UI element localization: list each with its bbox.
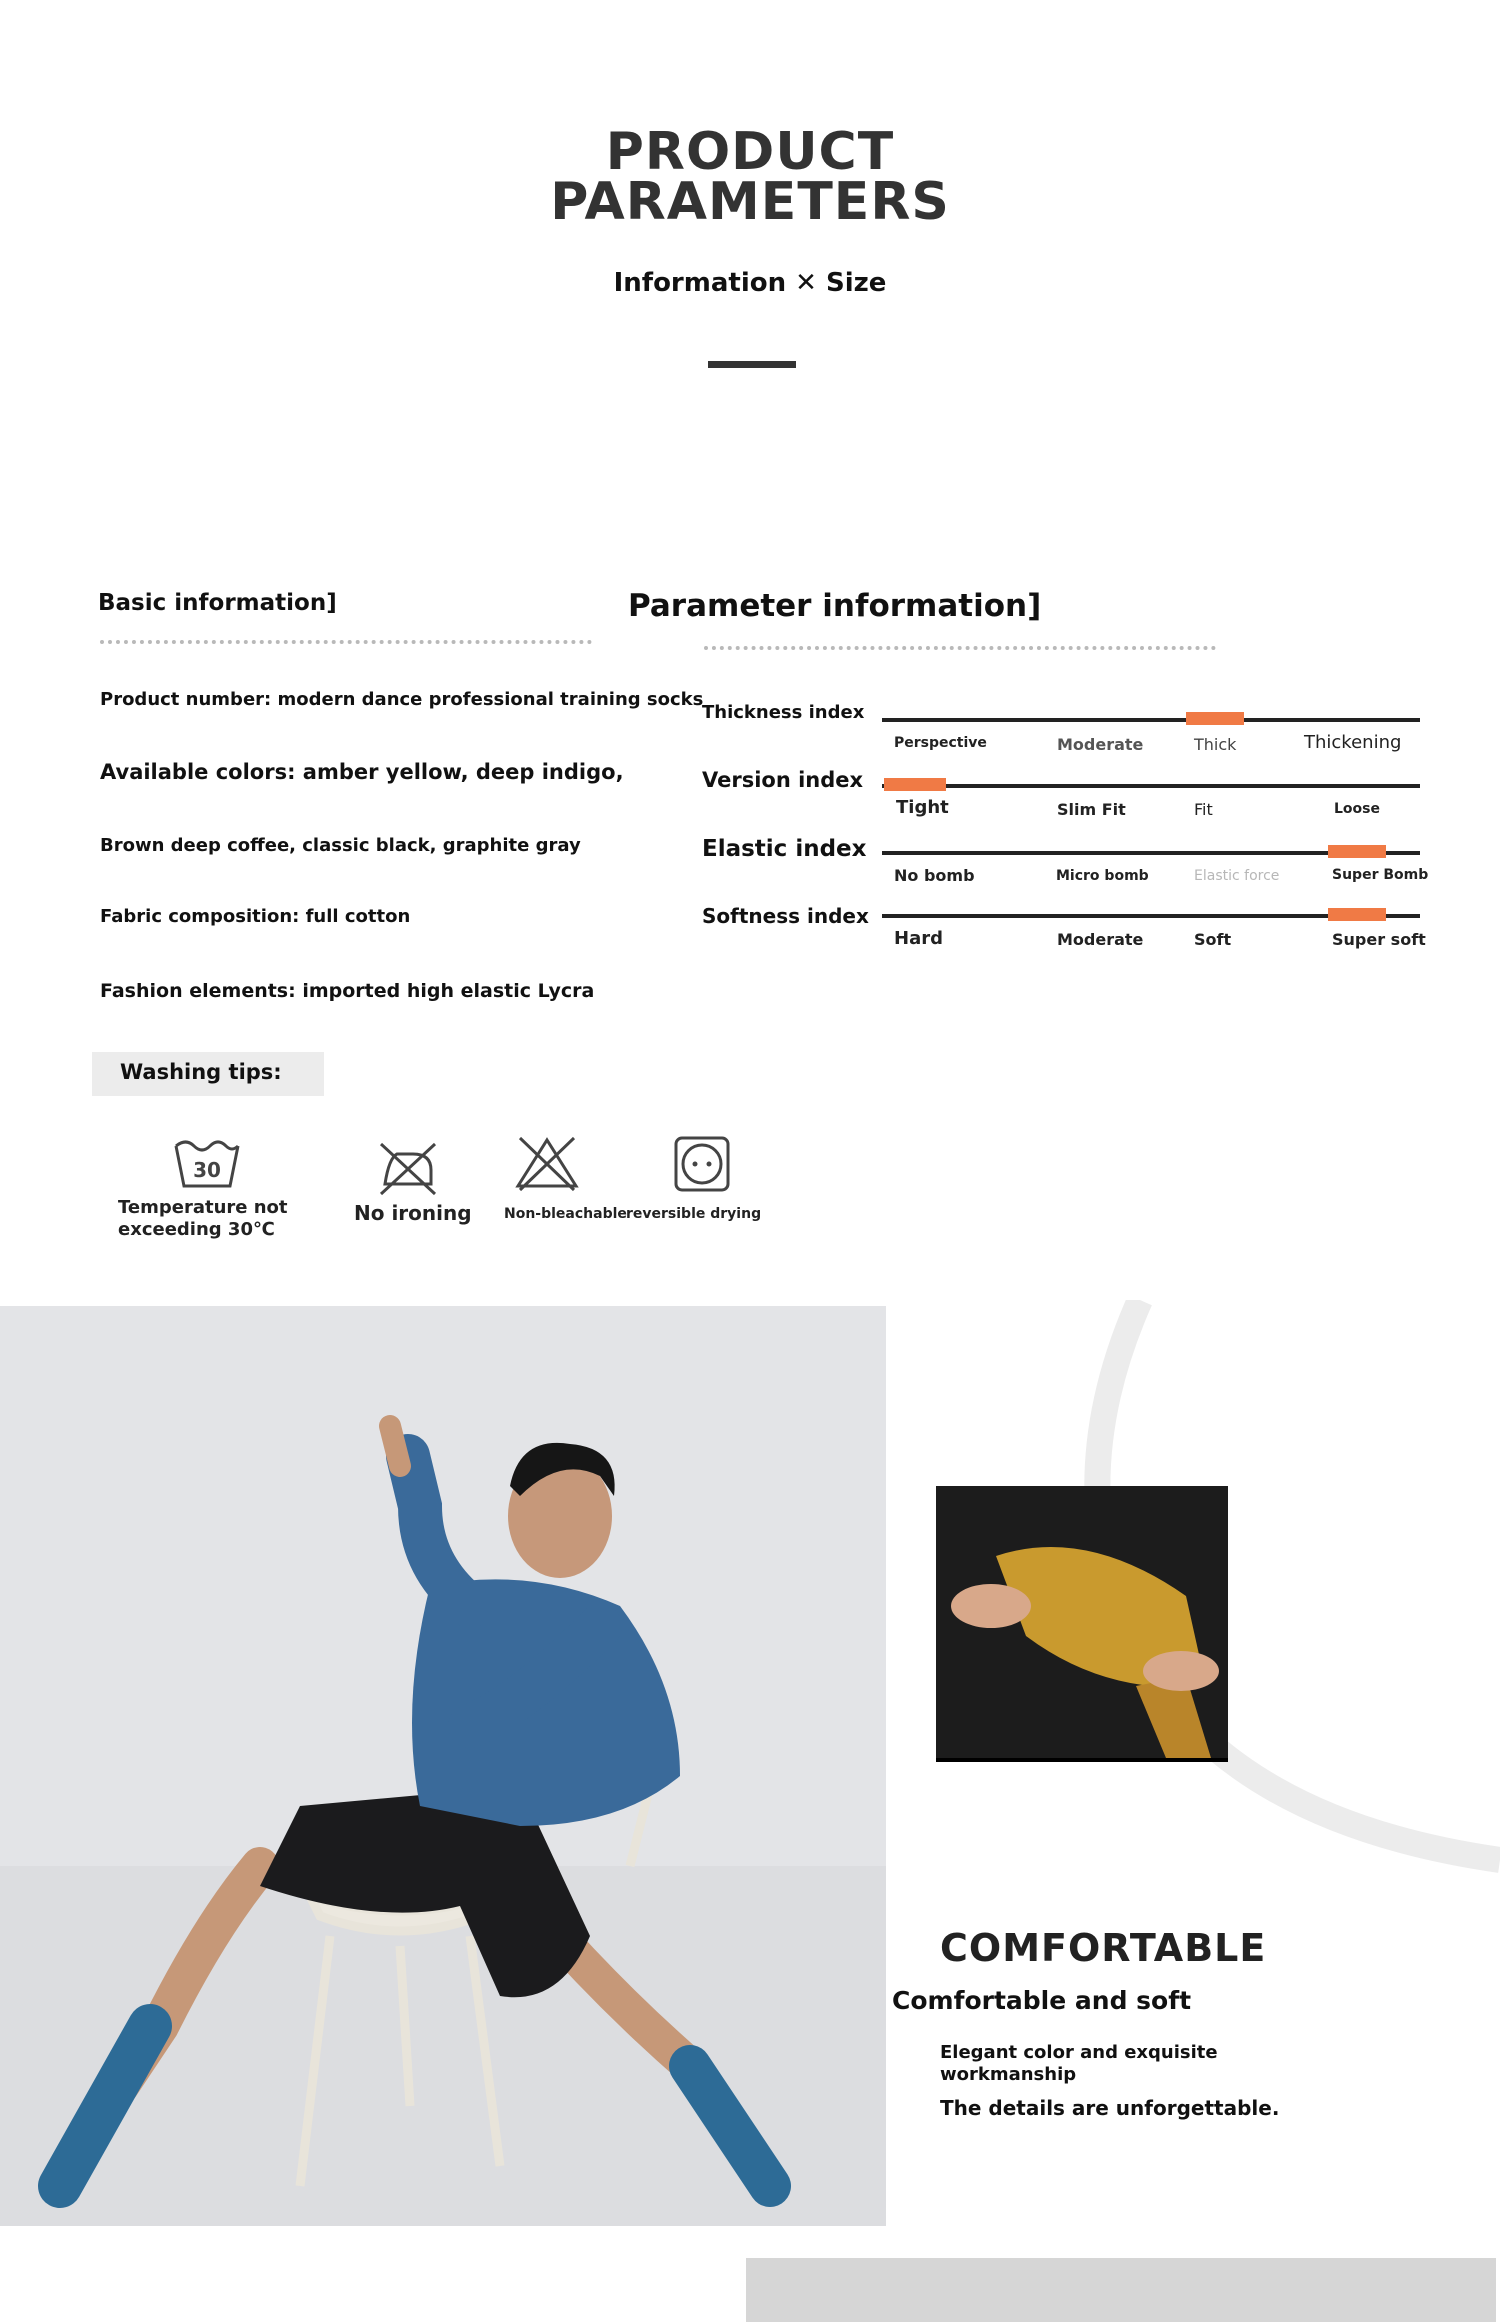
wash-temperature-line2: exceeding 30℃	[118, 1219, 275, 1240]
elastic-level-no-bomb: No bomb	[894, 866, 975, 885]
no-ironing-label: No ironing	[354, 1201, 472, 1225]
softness-level-moderate: Moderate	[1057, 930, 1144, 949]
softness-level-super-soft: Super soft	[1332, 930, 1426, 949]
page-title-line1: PRODUCT	[605, 122, 895, 182]
softness-index-label: Softness index	[702, 904, 869, 928]
page-subtitle: Information ✕ Size	[613, 268, 887, 298]
thickness-index-track	[882, 718, 1420, 722]
next-section-photo	[746, 2258, 1496, 2322]
version-index-label: Version index	[702, 768, 864, 792]
thickness-index-marker	[1186, 712, 1244, 725]
version-level-loose: Loose	[1334, 801, 1380, 817]
no-bleach-icon	[512, 1134, 582, 1194]
version-index-track	[882, 784, 1420, 788]
basic-info-heading: Basic information]	[98, 590, 337, 616]
softness-index-marker	[1328, 908, 1386, 921]
washing-tips-heading: Washing tips:	[120, 1060, 282, 1084]
softness-level-soft: Soft	[1194, 930, 1232, 949]
no-iron-icon	[373, 1140, 443, 1200]
reversible-drying-label: reversible drying	[626, 1206, 762, 1222]
comfortable-subtitle: Comfortable and soft	[892, 1986, 1192, 2015]
thickness-level-thick: Thick	[1194, 735, 1237, 754]
product-number: Product number: modern dance professional training socks	[100, 689, 704, 710]
comfort-description-line1: Elegant color and exquisite workmanship	[940, 2042, 1218, 2085]
version-level-tight: Tight	[896, 797, 949, 818]
fashion-elements: Fashion elements: imported high elastic Lycra	[100, 980, 595, 1002]
wash-temperature-line1: Temperature not	[118, 1197, 288, 1218]
version-level-slim-fit: Slim Fit	[1057, 800, 1126, 819]
available-colors-continued: Brown deep coffee, classic black, graphite gray	[100, 835, 581, 856]
elastic-level-elastic-force: Elastic force	[1194, 868, 1280, 884]
dancer-photo	[0, 1306, 886, 2226]
version-index-marker	[884, 778, 946, 791]
thickness-level-thickening: Thickening	[1304, 732, 1402, 753]
comfort-description-line2: The details are unforgettable.	[940, 2096, 1280, 2120]
elastic-index-marker	[1328, 845, 1386, 858]
thickness-level-moderate: Moderate	[1057, 735, 1144, 754]
elastic-index-label: Elastic index	[702, 836, 867, 862]
elastic-level-super-bomb: Super Bomb	[1332, 867, 1429, 883]
page-title-line2: PARAMETERS	[550, 172, 950, 232]
softness-level-hard: Hard	[894, 928, 943, 949]
basic-info-divider	[100, 640, 592, 644]
wash-30-icon	[172, 1136, 242, 1196]
thickness-index-label: Thickness index	[702, 702, 865, 723]
fabric-composition: Fabric composition: full cotton	[100, 906, 411, 927]
elastic-level-micro-bomb: Micro bomb	[1056, 868, 1149, 884]
comfortable-title: COMFORTABLE	[940, 1926, 1267, 1970]
available-colors: Available colors: amber yellow, deep indigo,	[100, 760, 624, 784]
wash-temperature-label	[118, 1197, 288, 1241]
tumble-dry-icon	[666, 1134, 736, 1194]
parameter-info-heading: Parameter information]	[628, 588, 1042, 624]
thickness-level-perspective: Perspective	[894, 735, 987, 751]
non-bleachable-label: Non-bleachable	[504, 1206, 627, 1222]
parameter-info-divider	[704, 646, 1216, 650]
title-divider	[708, 361, 796, 368]
wash-30-badge: 30	[193, 1158, 221, 1182]
version-level-fit: Fit	[1194, 800, 1213, 819]
fabric-closeup-photo	[936, 1486, 1228, 1762]
